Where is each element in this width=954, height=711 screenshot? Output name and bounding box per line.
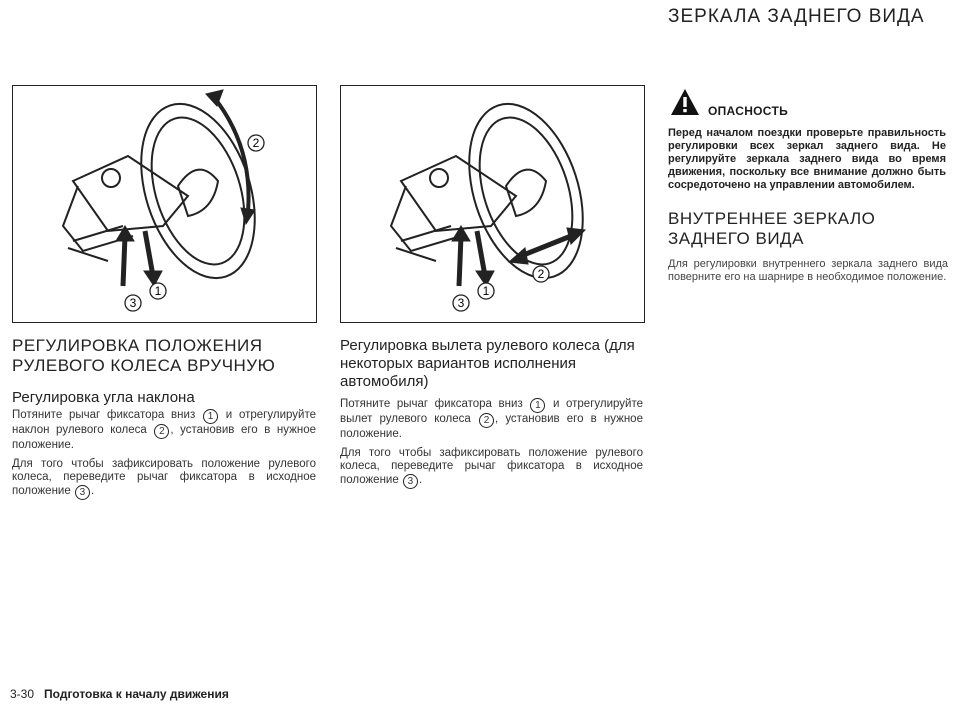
section-title-manual-adjust: РЕГУЛИРОВКА ПОЛОЖЕНИЯ РУЛЕВОГО КОЛЕСА ВРУЧНУЮ	[12, 336, 276, 375]
tilt-p1-a: Потяните рычаг фиксатора вниз	[12, 409, 196, 421]
steering-telescope-illustration	[341, 86, 644, 322]
section-title-telescope: Регулировка вылета рулевого колеса (для некоторых вариантов исполнения автомобиля)	[340, 337, 635, 390]
fig-label-2: 2	[252, 136, 260, 150]
tilt-instructions	[12, 409, 316, 505]
tele-p1-b: и отрегулируйте вылет рулевого колеса	[340, 398, 644, 425]
steering-tilt-figure	[12, 85, 317, 323]
page-footer	[10, 687, 229, 701]
tele-p2-a: Для того чтобы зафиксировать положение рулевого колеса, переведите рычаг фиксатора в исходное положение	[340, 446, 643, 486]
tilt-p1-b: и отрегулируйте наклон рулевого колеса	[12, 409, 316, 436]
circled-1: 1	[203, 409, 218, 424]
page-number: 3-30	[10, 687, 35, 701]
circled-2: 2	[154, 424, 169, 439]
fig-label-1: 1	[154, 284, 162, 298]
circled-3b: 3	[403, 474, 418, 489]
fig2-label-1: 1	[482, 284, 490, 298]
tele-p1-a: Потяните рычаг фиксатора вниз	[340, 398, 523, 410]
tele-p1-c: , установив его в нужное положение.	[340, 413, 643, 440]
fig2-label-2: 2	[537, 267, 545, 281]
tilt-p2-b: .	[90, 484, 95, 497]
steering-telescope-figure	[340, 85, 645, 323]
interior-mirror-text: Для регулировки внутреннего зеркала заднего вида поверните его на шарнире в необходимое положение.	[668, 258, 948, 283]
footer-section: Подготовка к началу движения	[44, 687, 229, 701]
tilt-p2-a: Для того чтобы зафиксировать положение рулевого колеса, переведите рычаг фиксатора в исходное положение	[12, 457, 316, 497]
page-title: ЗЕРКАЛА ЗАДНЕГО ВИДА	[668, 6, 925, 27]
fig2-label-3: 3	[457, 296, 465, 310]
circled-2b: 2	[479, 413, 494, 428]
warning-text: Перед началом поездки проверьте правильность регулировки всех зеркал заднего вида. Не регулируйте зеркала заднего вида во время движения, поскольку все внимание должно быть сосредоточено на управлении автомобилем.	[668, 127, 946, 191]
tilt-p1-c: , установив его в нужное положение.	[12, 424, 316, 451]
warning-title: ОПАСНОСТЬ	[708, 104, 789, 118]
tele-p2-b: .	[418, 473, 423, 486]
steering-tilt-illustration	[13, 86, 316, 322]
telescope-instructions	[340, 398, 643, 494]
circled-1b: 1	[530, 398, 545, 413]
circled-3: 3	[75, 485, 90, 500]
section-title-interior-mirror: ВНУТРЕННЕЕ ЗЕРКАЛО ЗАДНЕГО ВИДА	[668, 209, 876, 248]
subsection-title-tilt: Регулировка угла наклона	[12, 389, 195, 406]
warning-icon	[670, 88, 700, 116]
fig-label-3: 3	[129, 296, 137, 310]
